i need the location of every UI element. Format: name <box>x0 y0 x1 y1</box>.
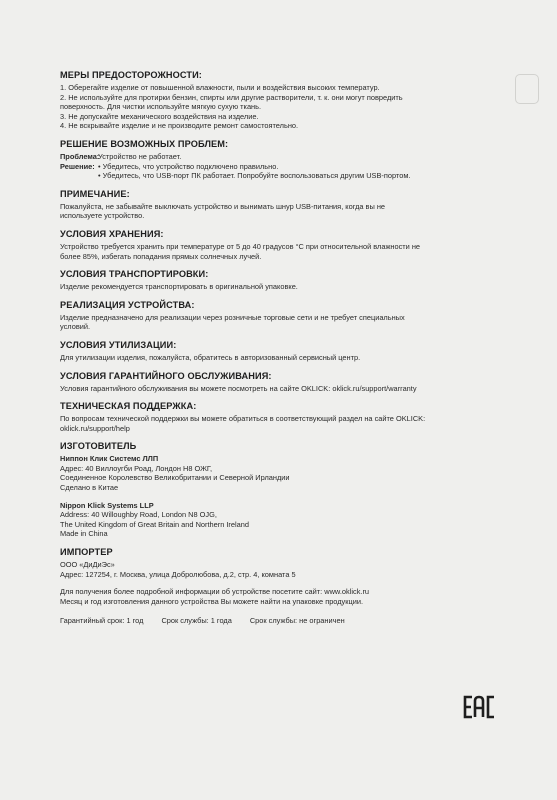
storage-line: более 85%, избегать попадания прямых солнечных лучей. <box>60 251 262 261</box>
troubleshooting-section <box>60 139 500 181</box>
manufacturer-line-en: The United Kingdom of Great Britain and Northern Ireland <box>60 519 249 529</box>
warranty-line: Условия гарантийного обслуживания вы можете посмотреть на сайте OKLICK: oklick.ru/support/warranty <box>60 383 417 393</box>
section-heading: УСЛОВИЯ УТИЛИЗАЦИИ: <box>60 339 177 350</box>
manufacturer-line-en: Address: 40 Willoughby Road, London N8 OJG, <box>60 510 217 520</box>
section-heading: МЕРЫ ПРЕДОСТОРОЖНОСТИ: <box>60 70 202 80</box>
support-line: По вопросам технической поддержки вы можете обратиться в соответствующий раздел на сайте OKLICK: <box>60 414 426 424</box>
importer-line: Адрес: 127254, г. Москва, улица Добролюбова, д.2, стр. 4, комната 5 <box>60 569 296 579</box>
warranty-term: Гарантийный срок: 1 год <box>60 616 144 626</box>
sales-line: условий. <box>60 322 91 332</box>
precaution-line: 1. Оберегайте изделие от повышенной влажности, пыли и воздействия высоких температур. <box>60 83 380 92</box>
manufacturer-line-ru: Адрес: 40 Виллоугби Роад, Лондон Н8 ОЖГ, <box>60 463 213 473</box>
more-info-line: Для получения более подробной информации об устройстве посетите сайт: www.oklick.ru <box>60 587 370 597</box>
more-info-line: Месяц и год изготовления данного устройства Вы можете найти на упаковке продукции. <box>60 596 364 606</box>
support-line: oklick.ru/support/help <box>60 423 130 433</box>
section-heading: УСЛОВИЯ ТРАНСПОРТИРОВКИ: <box>60 269 209 280</box>
section-heading: УСЛОВИЯ ХРАНЕНИЯ: <box>60 228 164 239</box>
support-section <box>60 401 500 433</box>
importer-section <box>60 547 500 579</box>
service-life: Срок службы: 1 года <box>161 616 232 626</box>
transport-line: Изделие рекомендуется транспортировать в оригинальной упаковке. <box>60 282 298 292</box>
problem-label: Проблема: <box>60 151 100 161</box>
section-heading: РЕШЕНИЕ ВОЗМОЖНЫХ ПРОБЛЕМ: <box>60 138 229 149</box>
solution-label: Решение: <box>60 161 95 171</box>
section-heading: РЕАЛИЗАЦИЯ УСТРОЙСТВА: <box>60 299 195 310</box>
solution-line: • Убедитесь, что устройство подключено правильно. <box>98 161 279 171</box>
more-info-section <box>60 587 500 606</box>
storage-section <box>60 229 500 261</box>
precaution-line: 3. Не допускайте механического воздействия на изделие. <box>60 111 259 121</box>
precaution-line: 4. Не вскрывайте изделие и не производите ремонт самостоятельно. <box>60 121 299 131</box>
bleed-through-icon <box>515 74 539 104</box>
shelf-life: Срок службы: не ограничен <box>249 616 345 626</box>
warranty-section <box>60 371 500 394</box>
manufacturer-name-en: Nippon Klick Systems LLP <box>60 500 154 510</box>
sales-section <box>60 300 500 332</box>
section-heading: ТЕХНИЧЕСКАЯ ПОДДЕРЖКА: <box>60 401 197 412</box>
section-heading: УСЛОВИЯ ГАРАНТИЙНОГО ОБСЛУЖИВАНИЯ: <box>60 370 272 381</box>
eac-mark-icon <box>463 695 497 719</box>
note-line: Пожалуйста, не забывайте выключать устройство и вынимать шнур USB-питания, когда вы не <box>60 201 386 211</box>
sales-line: Изделие предназначено для реализации через розничные торговые сети и не требует специальных <box>60 312 405 322</box>
precaution-line: 2. Не используйте для протирки бензин, спирты или другие растворители, т. к. они могут повредить <box>60 92 403 102</box>
storage-line: Устройство требуется хранить при температуре от 5 до 40 градусов °С при относительной влажности не <box>60 241 421 251</box>
manufacturer-line-ru: Сделано в Китае <box>60 483 119 493</box>
disposal-line: Для утилизации изделия, пожалуйста, обратитесь в авторизованный сервисный центр. <box>60 352 361 362</box>
note-line: используете устройство. <box>60 211 145 221</box>
solution-line: • Убедитесь, что USB-порт ПК работает. Попробуйте воспользоваться другим USB-портом. <box>98 171 411 181</box>
precaution-line: поверхность. Для чистки используйте мягкую сухую ткань. <box>60 102 262 112</box>
precautions-section <box>60 70 500 131</box>
importer-line: ООО «ДиДиЭс» <box>60 560 115 570</box>
section-heading: ИЗГОТОВИТЕЛЬ <box>60 441 137 452</box>
section-heading: ПРИМЕЧАНИЕ: <box>60 188 130 199</box>
disposal-section <box>60 340 500 363</box>
manufacturer-line-en: Made in China <box>60 529 108 539</box>
note-section <box>60 189 500 221</box>
section-heading: ИМПОРТЕР <box>60 547 113 558</box>
document-content <box>60 70 500 626</box>
manufacturer-section <box>60 441 500 539</box>
manufacturer-line-ru: Соединенное Королевство Великобритании и Северной Ирландии <box>60 473 290 483</box>
problem-text: Устройство не работает. <box>98 151 182 161</box>
manufacturer-name-ru: Ниппон Клик Системс ЛЛП <box>60 454 159 464</box>
terms-footer <box>60 616 500 626</box>
transport-section <box>60 269 500 292</box>
